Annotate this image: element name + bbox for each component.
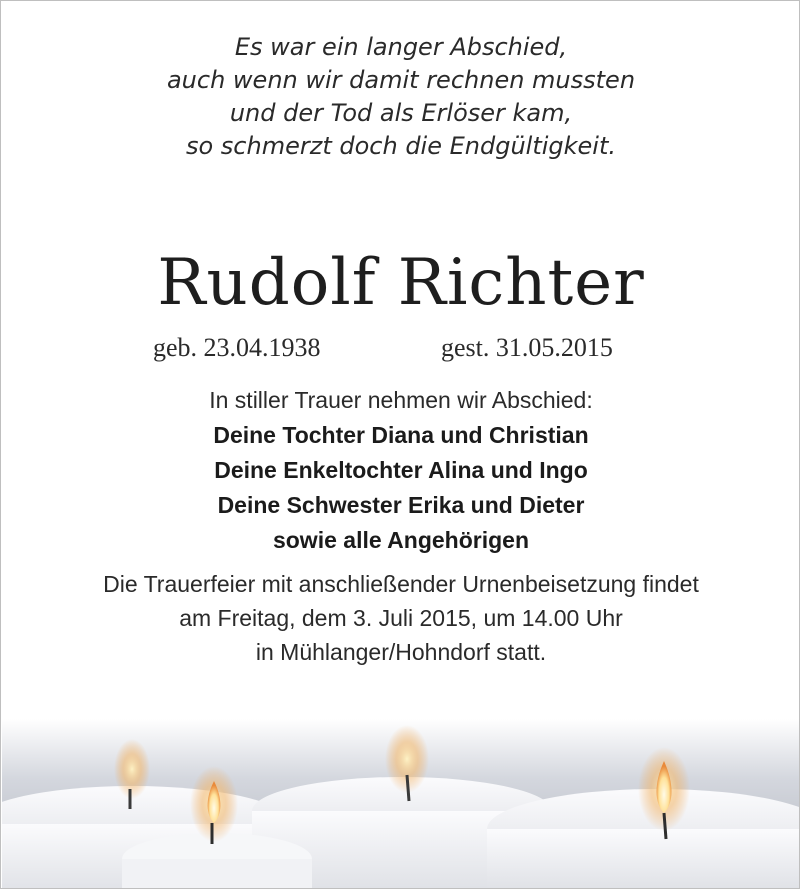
- poem-line: und der Tod als Erlöser kam,: [229, 99, 573, 127]
- poem-line: Es war ein langer Abschied,: [234, 33, 568, 61]
- life-dates: [1, 333, 800, 367]
- birth-date: geb. 23.04.1938: [153, 333, 321, 362]
- mourner-line: sowie alle Angehörigen: [272, 527, 530, 553]
- candles-photo-icon: [2, 719, 800, 889]
- poem-line: auch wenn wir damit rechnen mussten: [166, 66, 636, 94]
- death-date: gest. 31.05.2015: [441, 333, 613, 362]
- service-line: in Mühlanger/Hohndorf statt.: [255, 639, 547, 665]
- deceased-name: Rudolf Richter: [157, 246, 645, 320]
- service-line: Die Trauerfeier mit anschließender Urnenbeisetzung findet: [103, 571, 699, 597]
- memorial-poem: [1, 31, 800, 163]
- poem-line: so schmerzt doch die Endgültigkeit.: [185, 132, 617, 160]
- service-line: am Freitag, dem 3. Juli 2015, um 14.00 Uhr: [179, 605, 623, 631]
- funeral-service-info: [1, 567, 800, 669]
- mourning-intro: In stiller Trauer nehmen wir Abschied:: [209, 387, 593, 413]
- mourners-block: [1, 383, 800, 558]
- mourner-line: Deine Enkeltochter Alina und Ingo: [214, 457, 588, 483]
- mourner-line: Deine Schwester Erika und Dieter: [217, 492, 585, 518]
- mourner-line: Deine Tochter Diana und Christian: [213, 422, 589, 448]
